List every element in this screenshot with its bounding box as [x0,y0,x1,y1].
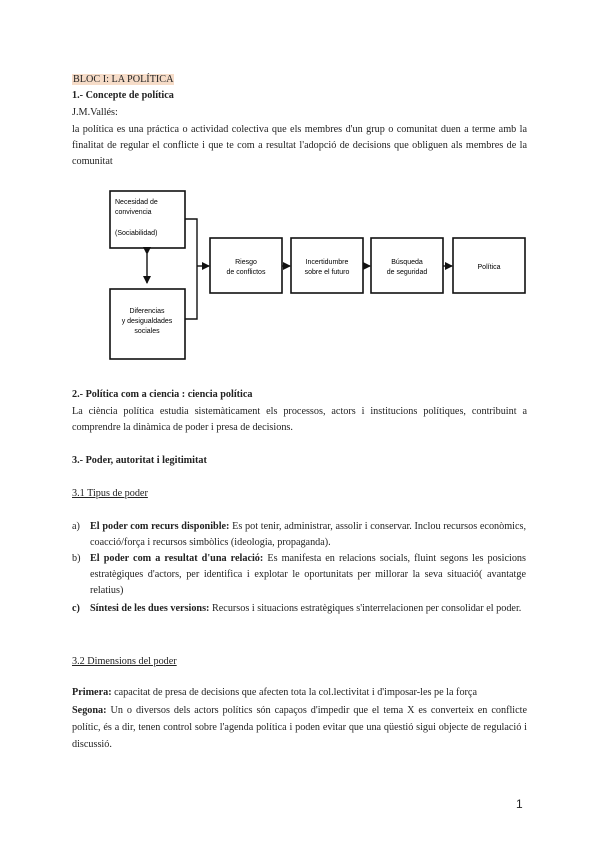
section3-title: 3.- Poder, autoritat i legitimitat [72,455,207,466]
list-c-text: Recursos i situacions estratègiques s'interrelacionen per consolidar el poder. [209,603,522,614]
box3-line2: de conflictos [226,269,266,276]
list-b-bold: El poder com a resultat d'una relació: [90,553,264,564]
box5-line1: Búsqueda [391,259,423,266]
list-label-b: b) [72,553,81,564]
list-item-a [72,519,527,551]
subsection-3-2-title: 3.2 Dimensions del poder [72,656,177,667]
list-a-bold: El poder com recurs disponible: [90,521,230,532]
list-label-a: a) [72,521,80,532]
list-b-text: Es manifesta en relacions socials, fluint segons les posicions estratègiques d'actors, per identifica i explotar le oportunitats per millorar la seva situació( avantatge relatius) [90,553,526,596]
box4-line2: sobre el futuro [304,269,350,276]
list-label-c: c) [72,603,80,614]
page-number: 1 [516,797,523,811]
section1-title: 1.- Concepte de política [72,90,174,101]
box3-line1: Riesgo [235,259,257,266]
list-item-b [72,551,526,599]
definition-text: la política es una práctica o actividad colectiva que els membres d'un grup o comunitat duen a terme amb la finalitat de regular el conflicte i que te com a resultat l'adopció de decisions que obliguen als membres de la comunitat [72,124,527,167]
segona-label: Segona: [72,705,107,716]
section2-body: La ciència política estudia sistemàticament els processos, actors i institucions polítiques, contribuint a comprendre la dinàmica de poder i presa de decisions. [72,406,527,433]
list-item-c [72,601,526,617]
section2-title: 2.- Política com a ciencia : ciencia política [72,389,253,400]
box5-line2: de seguridad [386,269,428,276]
box2-line3: sociales [134,328,160,335]
box1-line2: convivencia [115,209,152,216]
box4-line1: Incertidumbre [305,259,349,266]
subsection-3-1-title: 3.1 Tipus de poder [72,488,148,499]
box6-label: Política [477,264,501,271]
segona-text: Un o diversos dels actors polítics són capaços d'impedir que el tema X es converteix en conflicte polític, és a dir, tenen control sobre l'agenda política i poden evitar que una qüestió sigui objecte de regulació i discussió. [72,705,527,750]
author: J.M.Vallés: [72,107,118,118]
bloc-title-text: BLOC I: LA POLÍTICA [73,74,174,85]
politics-diagram [90,186,530,361]
bloc-title [72,73,174,88]
box2-line1: Diferencias [129,308,165,315]
primera-text: capacitat de presa de decisions que afecten tota la col.lectivitat i d'imposar-les pe la força [111,687,477,698]
box2-line2: y desigualdades [121,318,173,325]
list-c-bold: Síntesi de les dues versions: [90,603,210,614]
segona-paragraph [72,702,527,753]
primera-label: Primera: [72,687,112,698]
box1-line3: (Sociabilidad) [115,230,158,237]
primera-paragraph [72,686,527,701]
list-a-text: Es pot tenir, administrar, assolir i conservar. Inclou recursos econòmics, coacció/força i recursos simbòlics (ideologia, propaganda). [90,521,527,548]
bracket-connector [185,219,197,319]
box1-line1: Necesidad de [115,199,158,206]
